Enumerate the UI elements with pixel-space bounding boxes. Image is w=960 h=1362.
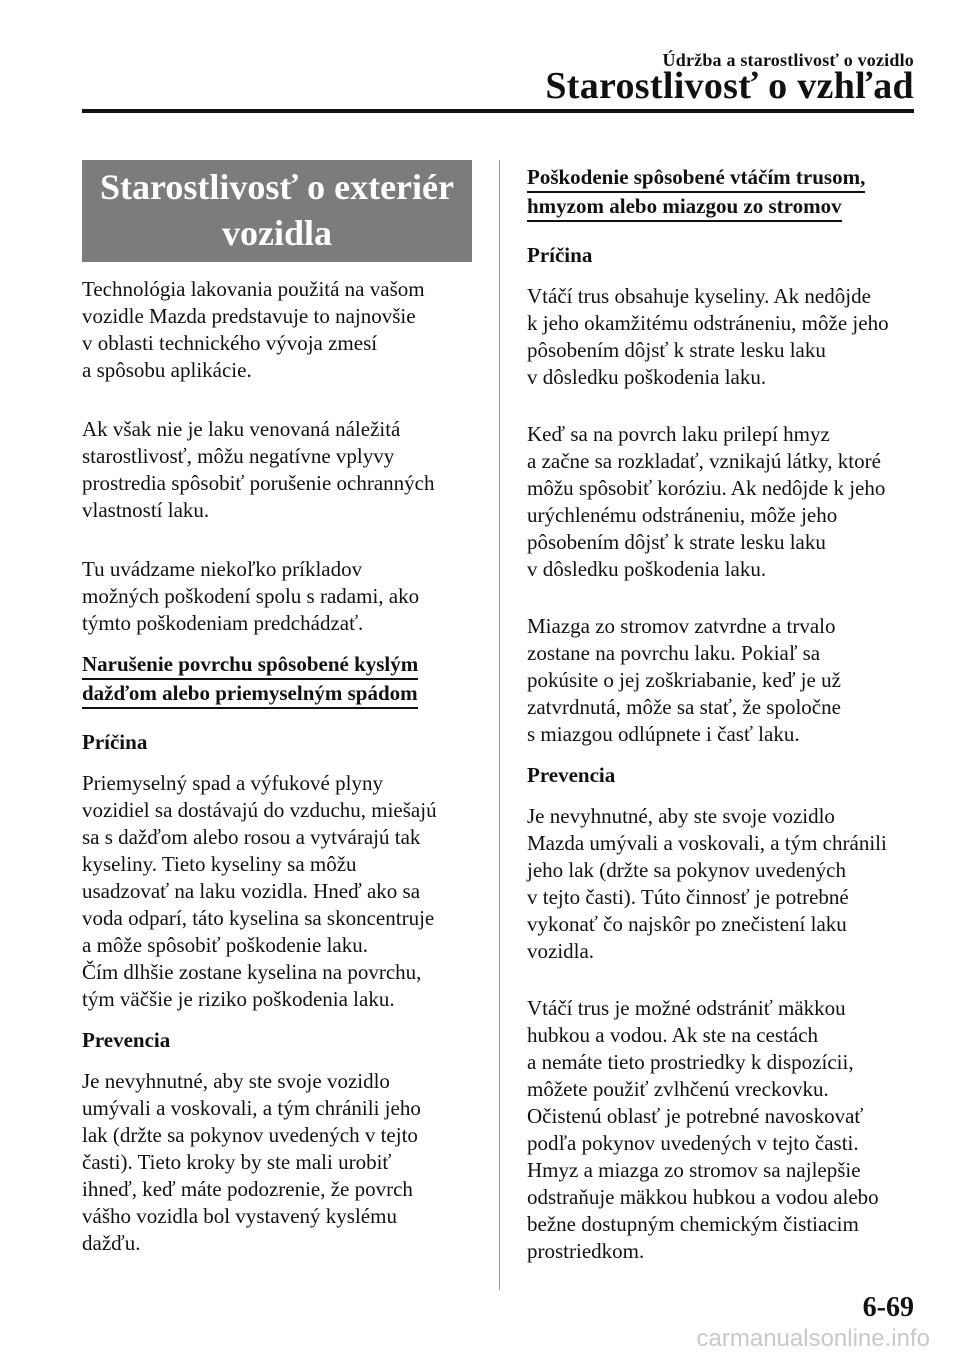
bird-cause-paragraph-1: Vtáčí trus obsahuje kyseliny. Ak nedôjde k jeho okamžitému odstráneniu, môže jeho pôsobením dôjsť k strate lesku laku v dôsledku poškodenia laku. [527, 284, 889, 389]
watermark: carmanualsonline.info [696, 1325, 930, 1352]
section-title-box [82, 160, 472, 262]
intro-paragraph-3: Tu uvádzame niekoľko príkladov možných poškodení spolu s radami, ako týmto poškodeniam predchádzať. [82, 557, 420, 635]
left-column [82, 160, 472, 1279]
right-column [527, 164, 917, 1287]
cause-label: Príčina [527, 243, 593, 267]
acid-cause-text: Priemyselný spad a výfukové plyny vozidiel sa dostávajú do vzduchu, miešajú sa s dažďom alebo rosou a vytvárajú tak kyseliny. Tieto kyseliny sa môžu usadzovať na laku vozidla. Hneď ako sa voda odparí, táto kyselina sa skoncentruje a môže spôsobiť poškodenie laku. Čím dlhšie zostane kyselina na povrchu, tým väčšie je riziko poškodenia laku. [82, 771, 437, 1011]
bird-cause-paragraph-3: Miazga zo stromov zatvrdne a trvalo zostane na povrchu laku. Pokiaľ sa pokúsite o jej zoškriabanie, keď je už zatvrdnutá, môže sa stať, že spoločne s miazgou odlúpnete i časť laku. [527, 614, 841, 746]
bird-prevention-paragraph-1: Je nevyhnutné, aby ste svoje vozidlo Mazda umývali a voskovali, a tým chránili jeho lak (držte sa pokynov uvedených v tejto časti). Túto činnosť je potrebné vykonať čo najskôr po znečistení laku vozidla. [527, 804, 887, 963]
intro-paragraph-2: Ak však nie je laku venovaná náležitá starostlivosť, môžu negatívne vplyvy prostredia spôsobiť porušenie ochranných vlastností laku. [82, 417, 435, 522]
prevention-label: Prevencia [527, 763, 616, 787]
header-rule [82, 109, 914, 113]
section-title-line1: Starostlivosť o exteriér [100, 167, 454, 207]
page-title: Starostlivosť o vzhľad [545, 65, 914, 107]
column-divider [499, 160, 500, 1290]
page-number: 6-69 [862, 1292, 914, 1323]
bird-prevention-paragraph-2: Vtáčí trus je možné odstrániť mäkkou hubkou a vodou. Ak ste na cestách a nemáte tieto prostriedky k dispozícii, môžete použiť zvlhčenú vreckovku. Očistenú oblasť je potrebné navoskovať podľa pokynov uvedených v tejto časti. Hmyz a miazga zo stromov sa najlepšie odstraňuje mäkkou hubkou a vodou alebo bežne dostupným chemickým čistiacim prostriedkom. [527, 996, 879, 1263]
bird-cause-paragraph-2: Keď sa na povrch laku prilepí hmyz a začne sa rozkladať, vznikajú látky, ktoré môžu spôsobiť koróziu. Ak nedôjde k jeho urýchlenému odstráneniu, môže jeho pôsobením dôjsť k strate lesku laku v dôsledku poškodenia laku. [527, 422, 886, 581]
intro-paragraph-1: Technológia lakovania použitá na vašom vozidle Mazda predstavuje to najnovšie v oblasti technického vývoja zmesí a spôsobu aplikácie. [82, 277, 425, 382]
cause-label: Príčina [82, 730, 148, 754]
acid-prevention-text: Je nevyhnutné, aby ste svoje vozidlo umývali a voskovali, a tým chránili jeho lak (držte sa pokynov uvedených v tejto časti). Tieto kroky by ste mali urobiť ihneď, keď máte podozrenie, že povrch vášho vozidla bol vystavený kyslému dažďu. [82, 1069, 421, 1255]
bird-droppings-heading: Poškodenie spôsobené vtáčím trusom, hmyzom alebo miazgou zo stromov [527, 164, 917, 222]
chapter-subtitle: Údržba a starostlivosť o vozidlo [662, 50, 914, 70]
acid-rain-heading: Narušenie povrchu spôsobené kyslým dažďom alebo priemyselným spádom [82, 651, 472, 709]
prevention-label: Prevencia [82, 1028, 171, 1052]
section-title-line2: vozidla [221, 213, 332, 253]
